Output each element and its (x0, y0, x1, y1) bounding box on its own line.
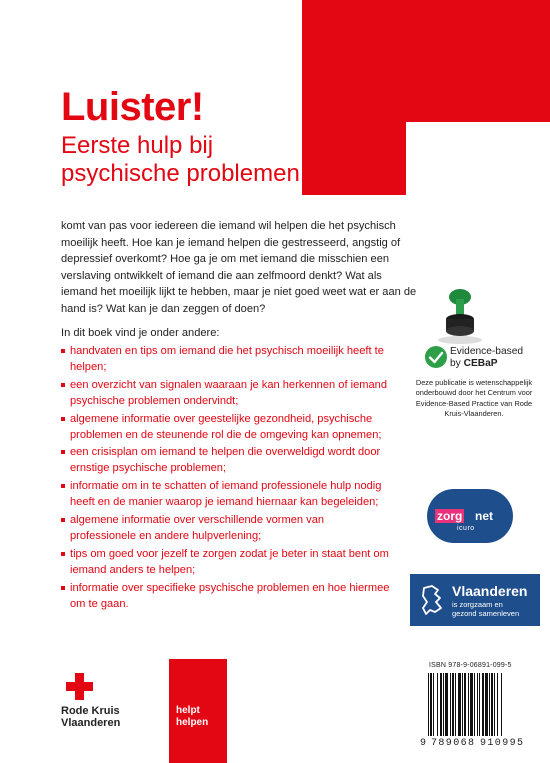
checkmark-glyph (425, 346, 447, 368)
tagline-line-2: helpen (176, 717, 209, 728)
list-heading: In dit boek vind je onder andere: (61, 327, 220, 339)
barcode-bar (462, 673, 463, 736)
list-item-text: tips om goed voor jezelf te zorgen zodat je beter in staat bent om iemand anders te helpen; (70, 547, 389, 576)
barcode-bar (428, 673, 429, 736)
lion-icon (418, 582, 448, 618)
book-title: Luister! (61, 85, 204, 129)
barcode-bar (494, 673, 495, 736)
barcode-bar (433, 673, 434, 736)
bullet-square-icon (61, 586, 65, 590)
red-cross-icon (66, 673, 93, 700)
isbn-barcode (418, 660, 537, 752)
list-item-text: handvaten en tips om iemand die het psychisch moeilijk heeft te helpen; (70, 345, 384, 373)
vlaanderen-name: Vlaanderen (452, 583, 528, 599)
list-item-text: algemene informatie over verschillende vormen van professionele en andere hulpverlening; (70, 514, 325, 542)
barcode-bar (430, 673, 432, 736)
list-item (61, 445, 391, 477)
barcode-bar (474, 673, 475, 736)
cebap-label (450, 346, 523, 370)
ean-right-digits: 910995 (480, 738, 525, 749)
list-item (61, 479, 391, 511)
list-item-text: een overzicht van signalen waaraan je kan herkennen of iemand psychische problemen ondervindt; (70, 378, 387, 407)
bullet-square-icon (61, 552, 65, 556)
list-item-text: algemene informatie over geestelijke gezondheid, psychische problemen en de steunende rol die de omgeving kan opnemen; (70, 412, 382, 441)
barcode-bar (458, 673, 461, 736)
publisher-name-2: Vlaanderen (61, 717, 121, 729)
vlaanderen-slogan-1: is zorgzaam en (452, 600, 503, 609)
barcode-bar (501, 673, 502, 736)
bullet-square-icon (61, 484, 65, 488)
red-decor-side (406, 36, 550, 122)
barcode-bars (426, 673, 530, 736)
bullet-square-icon (61, 349, 65, 353)
bullet-square-icon (61, 417, 65, 421)
zorgnet-net: net (475, 509, 493, 523)
checkmark-icon (425, 346, 447, 368)
barcode-bar (450, 673, 451, 736)
bullet-square-icon (61, 383, 65, 387)
list-item (61, 378, 391, 410)
list-item-text: een crisisplan om iemand te helpen die overweldigd wordt door ernstige psychische problemen; (70, 446, 381, 475)
barcode-bar (497, 673, 498, 736)
barcode-bar (464, 673, 466, 736)
cebap-brand: CEBaP (463, 358, 498, 369)
content-list (61, 344, 391, 615)
zorgnet-sub: icuro (457, 525, 475, 532)
barcode-bar (485, 673, 488, 736)
bullet-square-icon (61, 518, 65, 522)
list-item (61, 344, 391, 376)
cebap-label-line-1: Evidence-based (450, 346, 524, 357)
cebap-note: Deze publicatie is wetenschappelijk onderbouwd door het Centrum voor Evidence-Based Practice van Rode Kruis-Vlaanderen. (415, 378, 533, 419)
barcode-bar (477, 673, 478, 736)
list-item (61, 581, 391, 613)
barcode-bar (470, 673, 473, 736)
red-decor-top (302, 0, 550, 36)
barcode-bar (452, 673, 454, 736)
intro-paragraph: komt van pas voor iedereen die iemand wil helpen die het psychisch moeilijk heeft. Hoe kan je iemand helpen die gestresseerd, angstig of depressief overkomt? Hoe ga je om met iemand die misschien een verslaving ontwikkelt of iemand die aan zelfmoord denkt? Wat als iemand het moeilijk lijkt te hebben, maar je niet goed weet wat er aan de hand is? Wat kan je dan zeggen of doen? (61, 220, 417, 315)
vlaanderen-logo (410, 574, 540, 626)
list-item (61, 547, 391, 579)
ean-left-digits: 789068 (431, 738, 476, 749)
list-item-text: informatie over specifieke psychische problemen en hoe hiermee om te gaan. (70, 581, 390, 610)
book-subtitle (61, 132, 300, 188)
zorgnet-zorg: zorg (437, 509, 463, 523)
cebap-label-line-2 (450, 358, 523, 370)
tagline-line-1: helpt (176, 705, 200, 716)
bullet-square-icon (61, 450, 65, 454)
barcode-bar (468, 673, 469, 736)
barcode-bar (445, 673, 448, 736)
barcode-bar (437, 673, 438, 736)
barcode-bar (482, 673, 484, 736)
list-item (61, 513, 391, 545)
publisher-name-1: Rode Kruis (61, 705, 120, 717)
zorgnet-logo (427, 489, 513, 543)
list-item (61, 412, 391, 444)
subtitle-line-2: psychische problemen (61, 160, 300, 187)
barcode-bar (489, 673, 490, 736)
red-decor-block (302, 36, 406, 195)
barcode-bar (443, 673, 444, 736)
vlaanderen-slogan-2: gezond samenleven (452, 609, 520, 618)
red-cross-bar-vertical (75, 673, 84, 700)
list-item-text: informatie om in te schatten of iemand professionele hulp nodig heeft en de manier waarop je iemand hiernaar kan begeleiden; (70, 480, 382, 509)
isbn-number: ISBN 978-9-06891-099-5 (429, 662, 512, 669)
ean-first-digit: 9 (420, 738, 427, 749)
stamp-icon (432, 285, 488, 345)
barcode-bar (440, 673, 442, 736)
barcode-bar (491, 673, 493, 736)
barcode-bar (455, 673, 456, 736)
barcode-bar (479, 673, 480, 736)
subtitle-line-1: Eerste hulp bij (61, 132, 214, 159)
cebap-by: by (450, 358, 464, 369)
publisher-tagline-panel (169, 659, 227, 763)
